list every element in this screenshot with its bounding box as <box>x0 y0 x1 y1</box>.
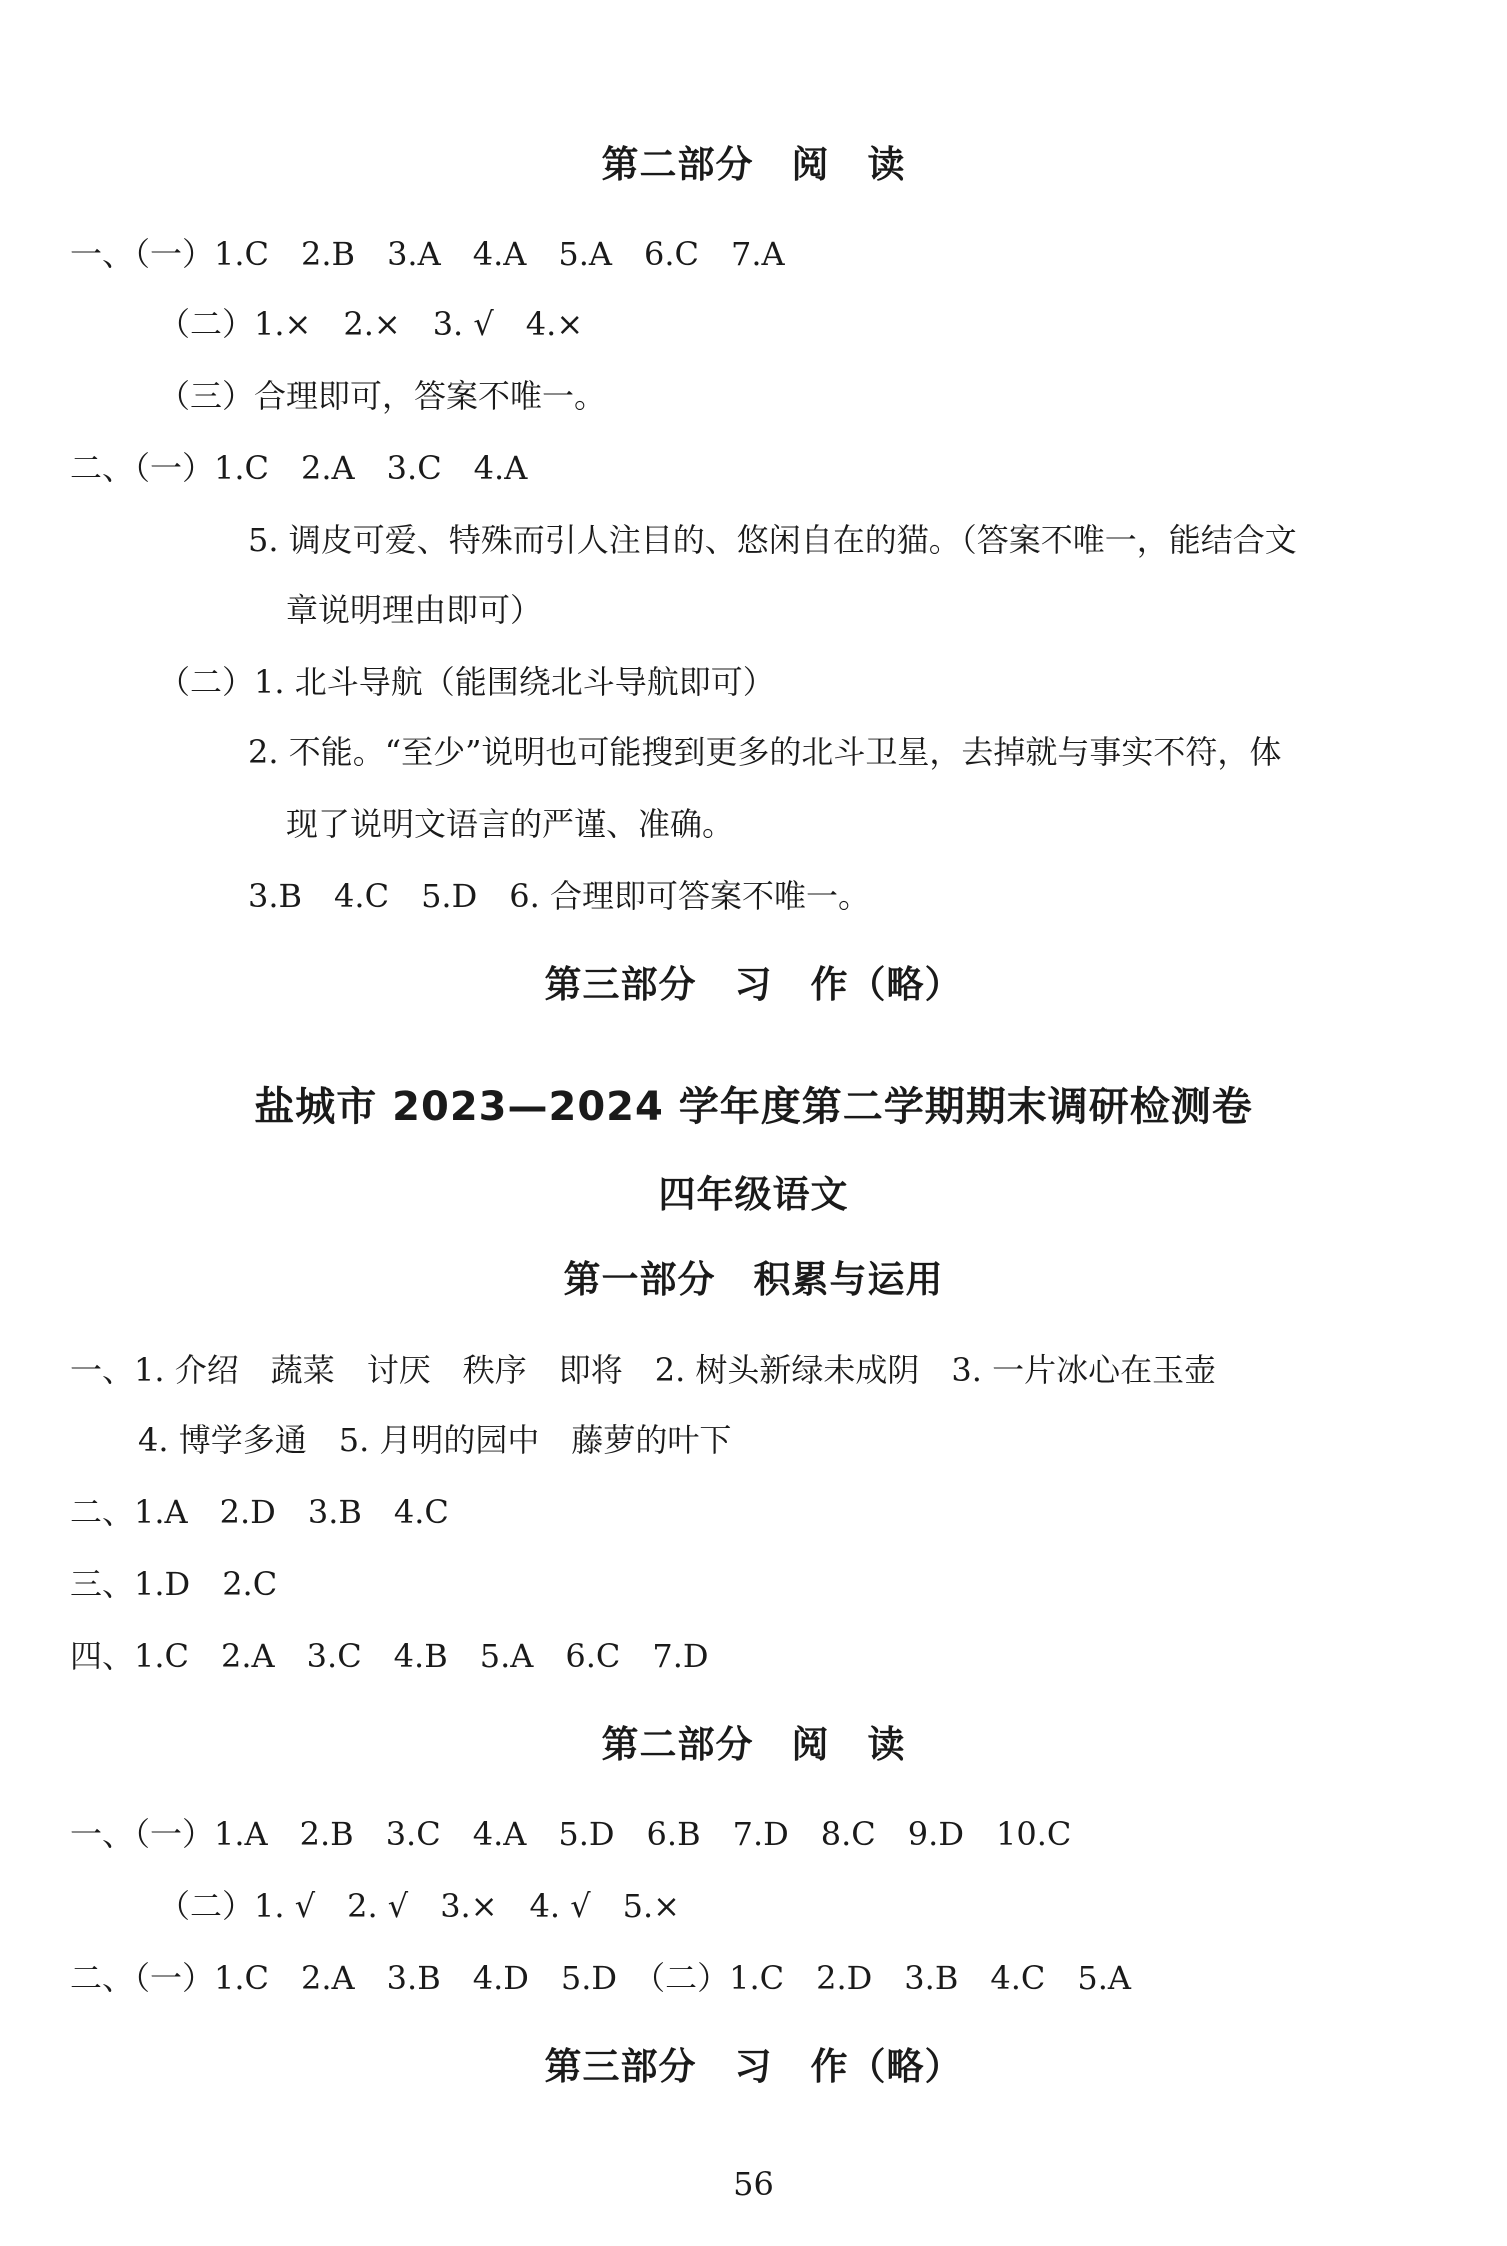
answer-line: 二、（一）1.C 2.A 3.C 4.A <box>70 449 528 487</box>
answer-line: 一、（一）1.A 2.B 3.C 4.A 5.D 6.B 7.D 8.C 9.D 10.C <box>70 1815 1072 1853</box>
exam-title: 盐城市 2023—2024 学年度第二学期期末调研检测卷 <box>254 1084 1253 1130</box>
section-heading-writing: 第三部分 习 作（略） <box>544 2045 963 2088</box>
part-heading-reading: 第二部分 阅 读 <box>601 143 906 186</box>
answer-line: （二）1. √ 2. √ 3.× 4. √ 5.× <box>158 1887 680 1925</box>
section-heading-reading: 第二部分 阅 读 <box>601 1723 906 1766</box>
answer-line: 2. 不能。“至少”说明也可能搜到更多的北斗卫星，去掉就与事实不符，体 <box>248 733 1282 771</box>
answer-line: （三）合理即可，答案不唯一。 <box>158 377 607 415</box>
answer-line: 一、（一）1.C 2.B 3.A 4.A 5.A 6.C 7.A <box>70 235 785 273</box>
exam-subtitle: 四年级语文 <box>658 1173 849 1216</box>
answer-line: 3.B 4.C 5.D 6. 合理即可答案不唯一。 <box>248 877 870 915</box>
answer-line: 二、（一）1.C 2.A 3.B 4.D 5.D （二）1.C 2.D 3.B 4.C 5.A <box>70 1959 1131 1997</box>
answer-line: 5. 调皮可爱、特殊而引人注目的、悠闲自在的猫。（答案不唯一，能结合文 <box>248 521 1297 559</box>
part-heading-writing: 第三部分 习 作（略） <box>544 963 963 1006</box>
section-heading-accumulation: 第一部分 积累与运用 <box>563 1258 944 1301</box>
answer-line: 三、1.D 2.C <box>70 1565 278 1603</box>
answer-line: 4. 博学多通 5. 月明的园中 藤萝的叶下 <box>138 1421 732 1459</box>
answer-line: 现了说明文语言的严谨、准确。 <box>286 805 735 843</box>
answer-line: 二、1.A 2.D 3.B 4.C <box>70 1493 449 1531</box>
answer-line: （二）1. 北斗导航（能围绕北斗导航即可） <box>158 663 775 701</box>
answer-line: 一、1. 介绍 蔬菜 讨厌 秩序 即将 2. 树头新绿未成阴 3. 一片冰心在玉壶 <box>70 1351 1217 1389</box>
answer-line: 章说明理由即可） <box>286 591 543 629</box>
page-number: 56 <box>733 2165 774 2203</box>
answer-line: 四、1.C 2.A 3.C 4.B 5.A 6.C 7.D <box>70 1637 709 1675</box>
answer-line: （二）1.× 2.× 3. √ 4.× <box>158 305 584 343</box>
